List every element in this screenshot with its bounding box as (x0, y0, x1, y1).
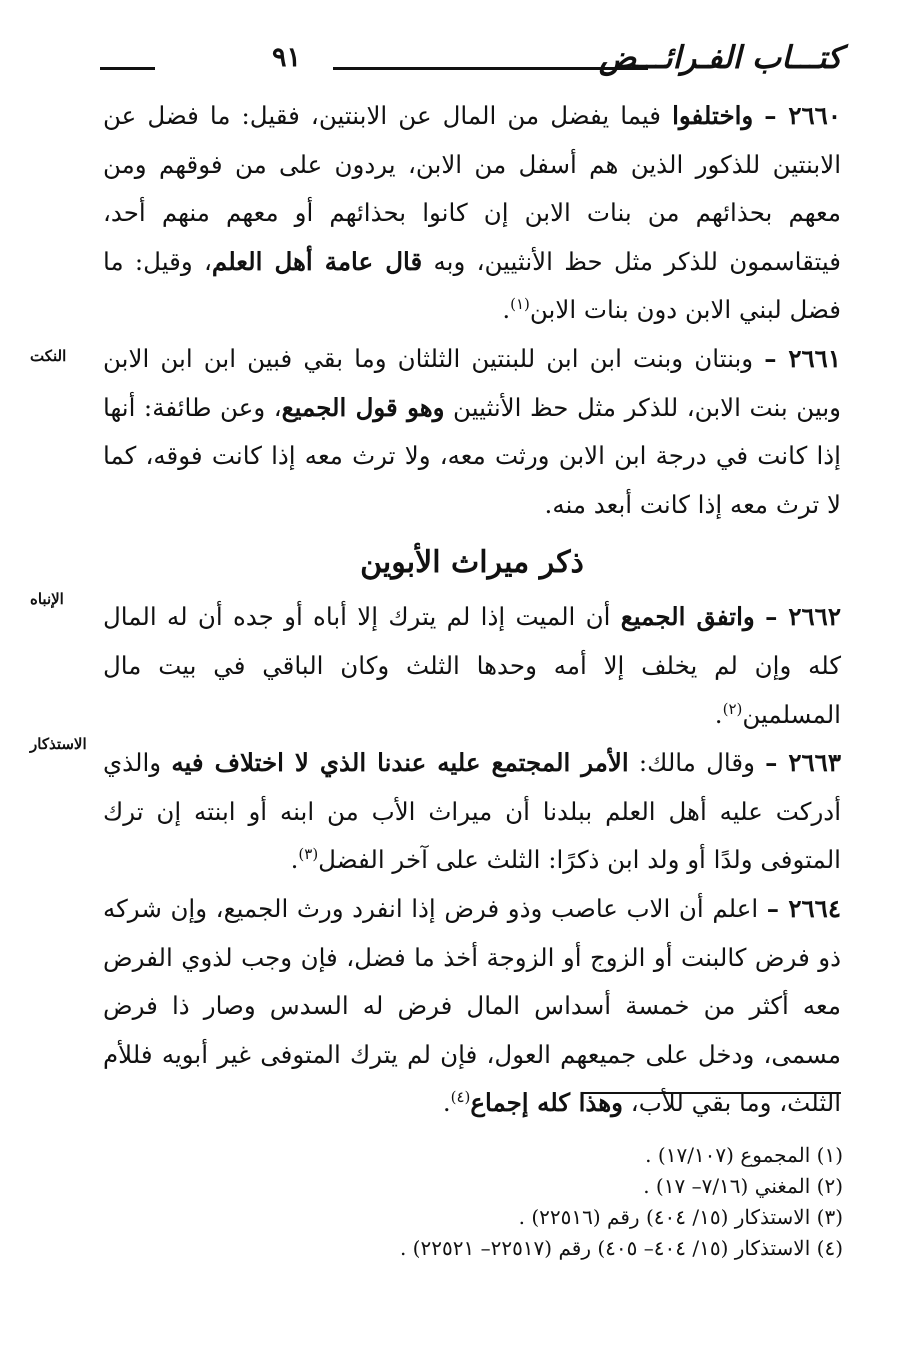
paragraph-2663 (103, 739, 841, 885)
bold-phrase: واختلفوا (672, 101, 754, 130)
footnote-ref[interactable]: (١) (510, 295, 530, 314)
bold-phrase: واتفق الجميع (620, 602, 755, 632)
page-header (100, 40, 842, 90)
paragraph-text: أن الميت إذا لم يترك إلا أباه أو جده أن له المال كله وإن لم يخلف إلا أمه وحدها الثلث وكان الباقي في بيت مال المسلمين (103, 602, 841, 729)
page-number: ٩١ (272, 42, 302, 73)
bold-phrase: وهذا كله إجماع (470, 1088, 623, 1118)
paragraph-text: ، وعن طائفة: أنها إذا كانت في درجة ابن الابن ورثت معه، ولا ترث معه إذا كانت فوقه، كما لا ترث معه إذا كانت أبعد منه. (103, 392, 841, 519)
paragraph-number: ٢٦٦٠ – (764, 101, 841, 130)
header-rule-long (333, 67, 648, 70)
margin-note-istidhkar: الاستذكار (30, 735, 87, 753)
margin-note-nukat: النكت (30, 347, 67, 365)
paragraph-2661 (103, 335, 841, 529)
paragraph-number: ٢٦٦٣ – (765, 748, 841, 778)
footnote-separator (583, 1092, 841, 1094)
paragraph-end: . (502, 295, 511, 325)
paragraph-text: اعلم أن الاب عاصب وذو فرض إذا انفرد ورث الجميع، وإن شركه ذو فرض كالبنت أو الزوج أو الزوجة أخذ ما فضل، فإن وجب لذوي الفرض معه أكثر من خمسة أسداس المال فرض له السدس وصار ذا فرض مسمى، ودخل على جميعهم العول، فإن لم يترك المتوفى غير أبويه فللأم الثلث، وما بقي للأب، (103, 893, 841, 1118)
paragraph-text: وبنتان وبنت ابن ابن للبنتين الثلثان وما بقي فبين ابن ابن الابن وبين بنت الابن، للذكر مثل حظ الأنثيين (103, 343, 841, 422)
footnote-3: (٣) الاستذكار (١٥/ ٤٠٤) رقم (٢٢٥١٦) . (518, 1205, 843, 1229)
footnote-ref[interactable]: (٣) (298, 845, 319, 864)
footnotes (103, 1140, 843, 1264)
footnote-ref[interactable]: (٤) (450, 1088, 471, 1107)
paragraph-end: . (714, 699, 723, 729)
paragraph-text: فيما يفضل من المال عن الابنتين، فقيل: ما فضل عن الابنتين للذكور الذين هم أسفل من الابن، يردون على من فوقهم ومن معهم بحذائهم من بنات الابن إن كانوا بحذائهم أو معهم منهم أحد، فيتقاسمون للذكر مثل حظ الأنثيين، وبه (103, 101, 842, 276)
paragraph-text: وقال مالك: (628, 748, 766, 778)
paragraph-2660 (103, 92, 841, 335)
paragraph-end: . (442, 1088, 451, 1118)
paragraph-end: . (290, 845, 299, 875)
footnote-2: (٢) المغني (٧/١٦– ١٧) . (643, 1174, 843, 1198)
footnote-ref[interactable]: (٢) (722, 699, 743, 718)
margin-note-inbah: الإنباه (30, 590, 64, 608)
paragraph-2662 (103, 593, 841, 739)
header-rule-short (100, 67, 155, 70)
bold-phrase: قال عامة أهل العلم (211, 246, 423, 276)
paragraph-text: ، وقيل: ما فضل لبني الابن دون بنات الابن (103, 246, 841, 325)
section-title: ذكر ميراث الأبوين (360, 545, 584, 581)
paragraph-text: والذي أدركت عليه أهل العلم ببلدنا أن ميراث الأب من ابنه أو ابنته إن ترك المتوفى ولدًا أو ولد ابن ذكرًا: الثلث على آخر الفضل (103, 748, 841, 875)
paragraph-number: ٢٦٦١ – (764, 343, 841, 373)
footnote-4: (٤) الاستذكار (١٥/ ٤٠٤– ٤٠٥) رقم (٢٢٥١٧– ٢٢٥٢١) . (399, 1236, 843, 1260)
bold-phrase: الأمر المجتمع عليه عندنا الذي لا اختلاف فيه (171, 748, 629, 778)
paragraph-number: ٢٦٦٢ – (765, 602, 841, 632)
book-title: كتـــاب الفـرائـــض (598, 40, 842, 76)
paragraph-number: ٢٦٦٤ – (766, 893, 841, 923)
bold-phrase: وهو قول الجميع (281, 392, 445, 422)
main-text (103, 92, 841, 1128)
footnote-1: (١) المجموع (١٧/١٠٧) . (645, 1143, 843, 1167)
